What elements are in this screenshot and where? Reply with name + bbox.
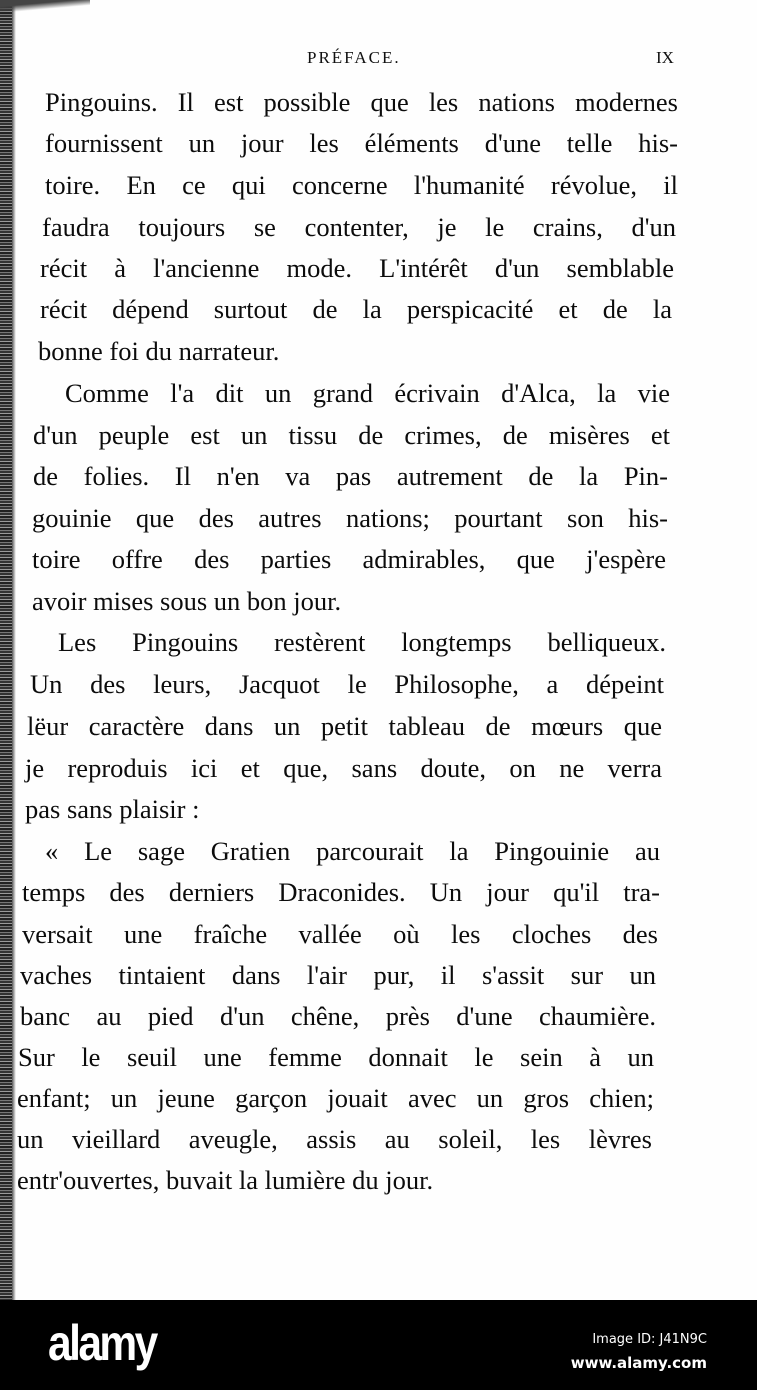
text-line: toire. En ce qui concerne l'humanité révolue, il xyxy=(45,170,678,200)
text-line: pas sans plaisir : xyxy=(25,794,200,824)
text-line: Comme l'a dit un grand écrivain d'Alca, la vie xyxy=(65,378,670,408)
running-header: PRÉFACE. xyxy=(307,48,401,67)
text-line: lëur caractère dans un petit tableau de mœurs que xyxy=(27,711,662,741)
text-line: Un des leurs, Jacquot le Philosophe, a dépeint xyxy=(30,669,664,699)
alamy-logo: alamy xyxy=(48,1315,156,1371)
watermark-bar xyxy=(0,1300,757,1390)
text-line: entr'ouvertes, buvait la lumière du jour. xyxy=(17,1165,434,1195)
image-id: Image ID: J41N9C xyxy=(592,1332,707,1347)
text-line: toire offre des parties admirables, que j'espère xyxy=(32,544,666,574)
text-line: Les Pingouins restèrent longtemps belliqueux. xyxy=(58,627,666,657)
page-binding-edge xyxy=(0,0,12,1300)
text-line: vaches tintaient dans l'air pur, il s'assit sur un xyxy=(20,960,656,990)
text-line: faudra toujours se contenter, je le crains, d'un xyxy=(42,212,676,242)
text-line: récit dépend surtout de la perspicacité et de la xyxy=(40,294,672,324)
watermark-url: www.alamy.com xyxy=(570,1354,707,1372)
text-line: d'un peuple est un tissu de crimes, de misères et xyxy=(33,420,670,450)
text-line: « Le sage Gratien parcourait la Pingouinie au xyxy=(45,836,660,866)
text-line: un vieillard aveugle, assis au soleil, les lèvres xyxy=(17,1124,652,1154)
page-edge-shadow xyxy=(12,0,16,1300)
text-line: bonne foi du narrateur. xyxy=(38,336,280,366)
text-line: avoir mises sous un bon jour. xyxy=(32,586,342,616)
text-line: récit à l'ancienne mode. L'intérêt d'un semblable xyxy=(40,253,674,283)
text-line: temps des derniers Draconides. Un jour qu'il tra- xyxy=(22,877,660,907)
text-line: fournissent un jour les éléments d'une telle his- xyxy=(45,128,678,158)
page-number: IX xyxy=(656,48,674,67)
text-line: versait une fraîche vallée où les cloches des xyxy=(22,919,658,949)
text-line: gouinie que des autres nations; pourtant son his- xyxy=(32,503,668,533)
text-line: je reproduis ici et que, sans doute, on ne verra xyxy=(25,753,662,783)
page-corner-shadow xyxy=(0,0,90,14)
text-line: Sur le seuil une femme donnait le sein à un xyxy=(18,1042,654,1072)
text-line: Pingouins. Il est possible que les nations modernes xyxy=(45,87,678,117)
text-line: banc au pied d'un chêne, près d'une chaumière. xyxy=(20,1001,656,1031)
text-line: enfant; un jeune garçon jouait avec un gros chien; xyxy=(17,1083,654,1113)
text-line: de folies. Il n'en va pas autrement de la Pin- xyxy=(33,461,668,491)
